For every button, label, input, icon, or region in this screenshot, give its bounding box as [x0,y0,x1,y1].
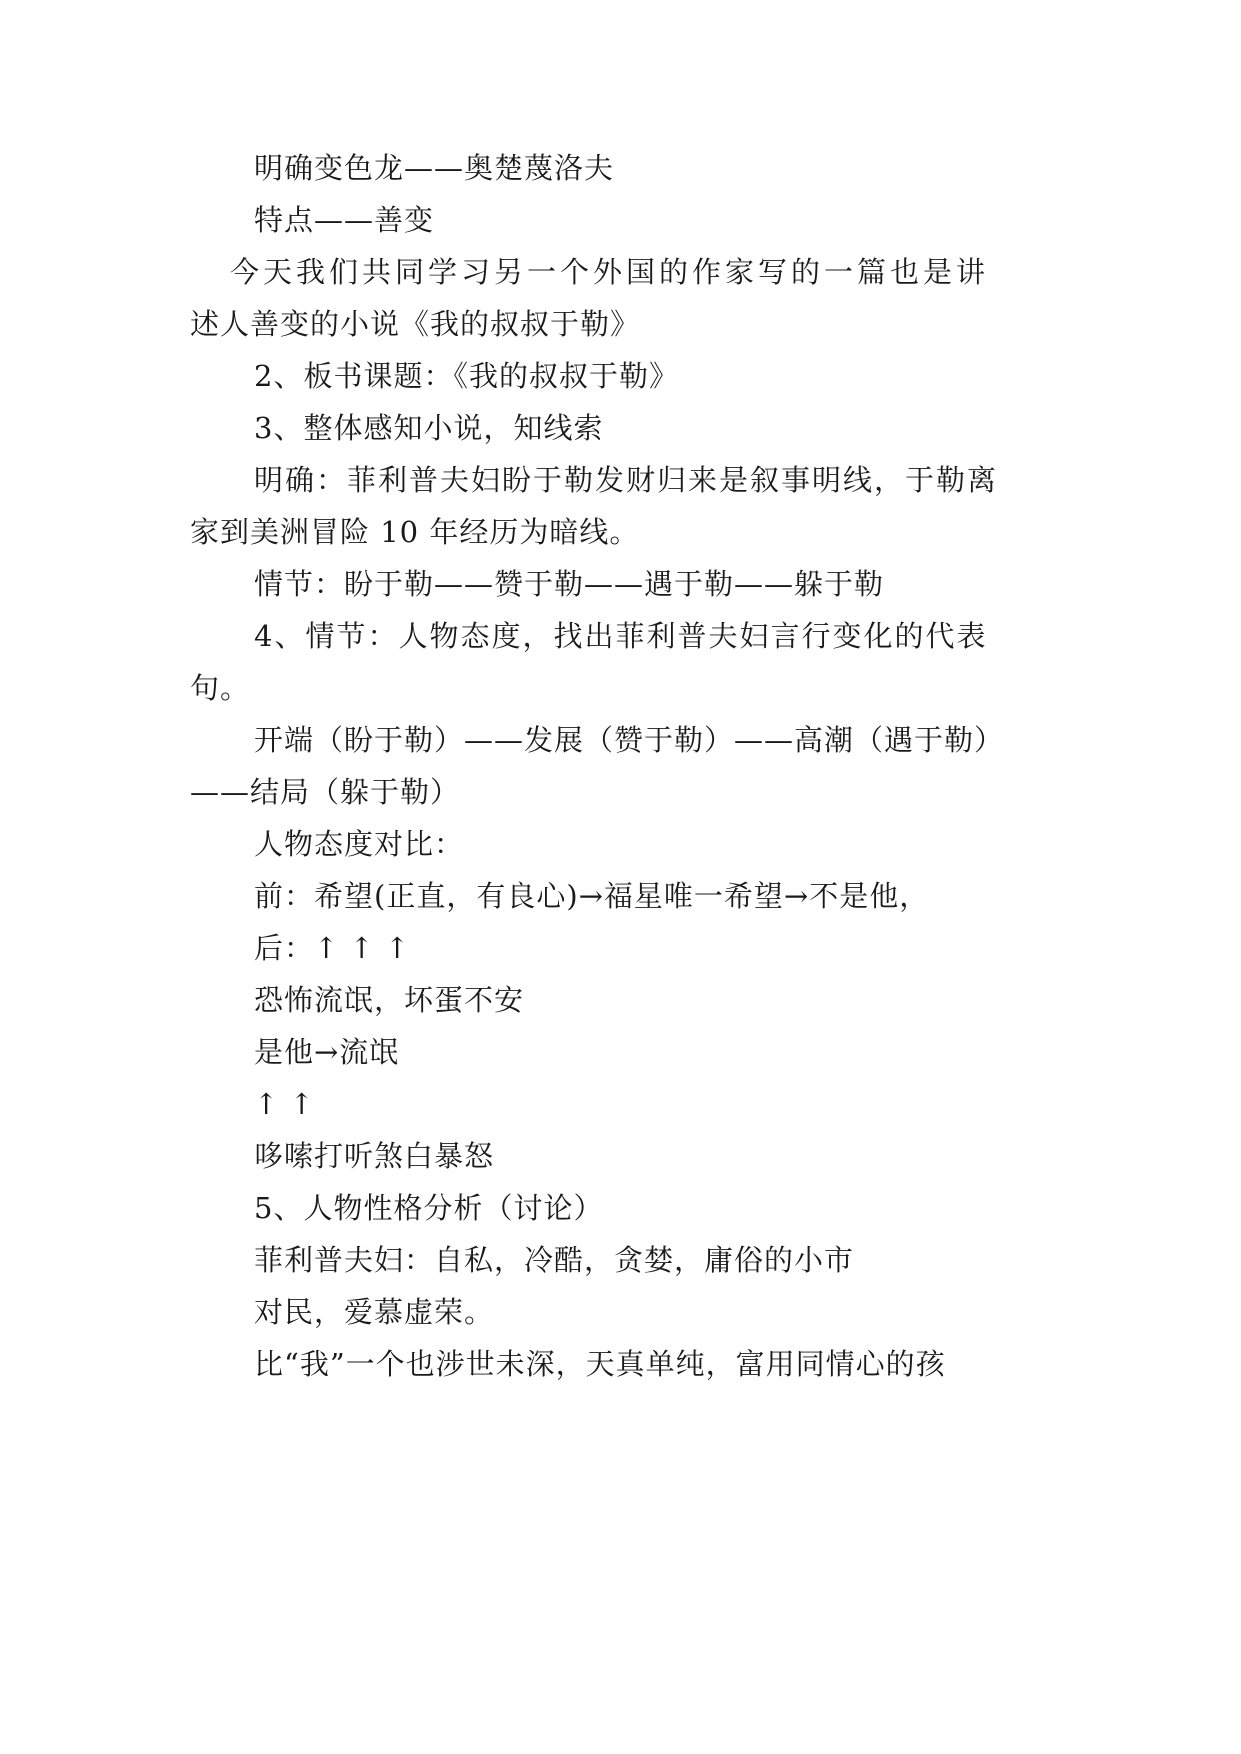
text-line: 对民，爱慕虚荣。 [254,1295,495,1329]
text-line: 2、板书课题：《我的叔叔于勒》 [254,359,679,393]
text-line: 述人善变的小说《我的叔叔于勒》 [190,307,641,341]
text-line: 家到美洲冒险 10 年经历为暗线。 [190,515,640,549]
text-line: 句。 [190,671,251,705]
text-line: 4、情节：人物态度，找出菲利普夫妇言行变化的代表 [254,619,988,653]
text-line: 5、人物性格分析（讨论） [254,1191,604,1225]
text-line: 恐怖流氓，坏蛋不安 [254,983,525,1017]
text-line: 比“我”一个也涉世未深，天真单纯，富用同情心的孩 [254,1347,946,1381]
text-line: 特点——善变 [254,203,435,237]
text-line: 前：希望(正直，有良心)→福星唯一希望→不是他， [254,879,930,913]
text-line: 后：↑ ↑ ↑ [254,931,411,965]
text-line: ↑ ↑ [254,1087,315,1121]
text-line: 明确：菲利普夫妇盼于勒发财归来是叙事明线，于勒离 [254,463,999,497]
text-line: 哆嗦打听煞白暴怒 [254,1139,495,1173]
text-line: 菲利普夫妇：自私，冷酷，贪婪，庸俗的小市 [254,1243,855,1277]
text-line: 是他→流氓 [254,1035,400,1069]
text-line: 人物态度对比： [254,827,465,861]
text-line: 今天我们共同学习另一个外国的作家写的一篇也是讲 [230,255,990,289]
text-line: 情节：盼于勒——赞于勒——遇于勒——躲于勒 [254,567,885,601]
text-line: 明确变色龙——奥楚蔑洛夫 [254,151,615,185]
text-line: ——结局（躲于勒） [190,775,461,809]
text-line: 开端（盼于勒）——发展（赞于勒）——高潮（遇于勒） [254,723,1005,757]
text-line: 3、整体感知小说，知线索 [254,411,604,445]
